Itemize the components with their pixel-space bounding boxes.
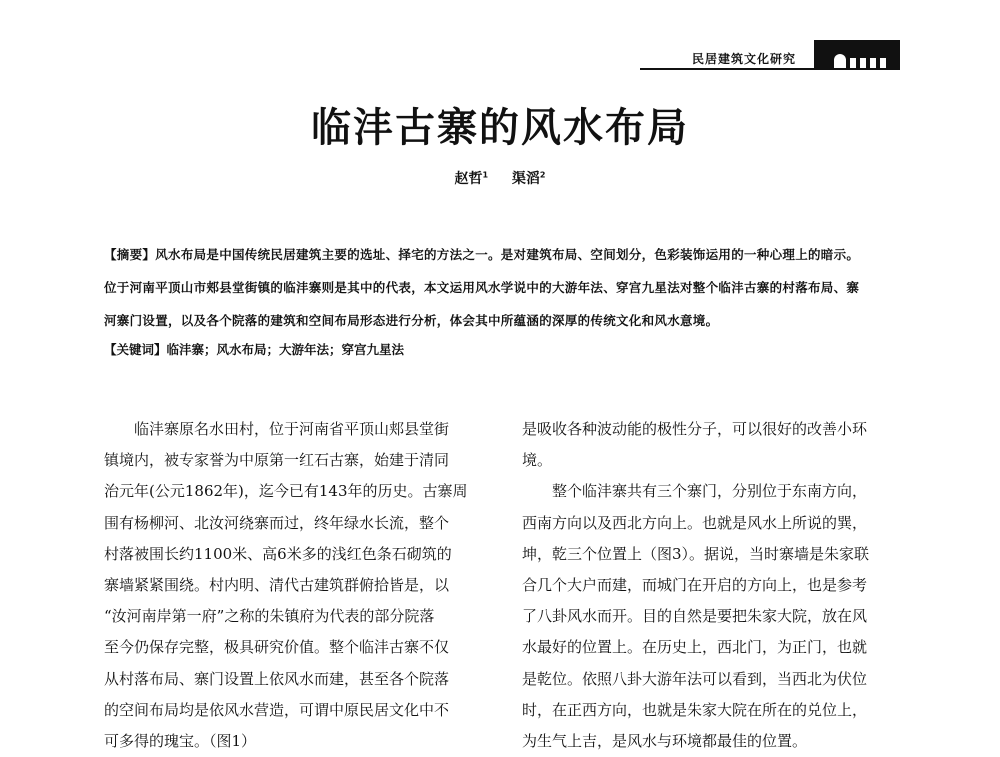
body-line: 坤，乾三个位置上（图3）。据说，当时寨墙是朱家联 (522, 544, 870, 563)
body-column-left (104, 414, 484, 757)
body-line: 是乾位。依照八卦大游年法可以看到，当西北为伏位 (522, 669, 868, 688)
body-line: 境。 (522, 451, 553, 470)
header-rule (640, 68, 900, 70)
body-line: 西南方向以及西北方向上。也就是风水上所说的巽， (522, 513, 868, 532)
body-line: 镇境内，被专家誉为中原第一红石古寨，始建于清同 (104, 451, 450, 470)
author-name: 渠滔 (511, 171, 540, 187)
body-line: 村落被围长约1100米、高6米多的浅红色条石砌筑的 (104, 544, 452, 563)
body-line: 可多得的瑰宝。（图1） (104, 731, 257, 750)
body-line: 时，在正西方向，也就是朱家大院在所在的兑位上， (522, 700, 868, 719)
body-line: 合几个大户而建，而城门在开启的方向上，也是参考 (522, 575, 868, 594)
body-line: 治元年(公元1862年)，迄今已有143年的历史。古寨周 (104, 482, 468, 501)
body-line: 从村落布局、寨门设置上依风水而建，甚至各个院落 (104, 669, 450, 688)
building-logo-icon (814, 40, 900, 70)
body-line: “汝河南岸第一府”之称的朱镇府为代表的部分院落 (104, 607, 435, 626)
paper-title: 临沣古寨的风水布局 (311, 105, 689, 151)
body-line: 临沣寨原名水田村，位于河南省平顶山郏县堂街 (134, 420, 450, 438)
author-affiliation: 1 (482, 170, 489, 180)
abstract-line: 位于河南平顶山市郏县堂街镇的临沣寨则是其中的代表，本文运用风水学说中的大游年法、穿宫九星法对整个临沣古寨的村落布局、寨 (104, 280, 860, 295)
author-line (0, 168, 1000, 188)
author-affiliation: 2 (539, 170, 546, 180)
body-line: 的空间布局均是依风水营造，可谓中原民居文化中不 (104, 700, 450, 719)
body-line: 整个临沣寨共有三个寨门，分别位于东南方向， (552, 482, 868, 501)
abstract-line: 【摘要】风水布局是中国传统民居建筑主要的选址、择宅的方法之一。是对建筑布局、空间划分，色彩装饰运用的一种心理上的暗示。 (104, 247, 860, 262)
keywords: 【关键词】临沣寨；风水布局；大游年法；穿宫九星法 (104, 342, 405, 357)
author-name: 赵哲 (454, 171, 483, 187)
abstract (104, 238, 904, 337)
abstract-line: 河寨门设置，以及各个院落的建筑和空间布局形态进行分析，体会其中所蕴涵的深厚的传统文化和风水意境。 (104, 313, 719, 328)
body-line: 寨墙紧紧围绕。村内明、清代古建筑群俯拾皆是，以 (104, 575, 450, 594)
running-header (640, 40, 900, 70)
body-line: 了八卦风水而开。目的自然是要把朱家大院，放在风 (522, 607, 868, 626)
body-line: 为生气上吉，是风水与环境都最佳的位置。 (522, 731, 808, 750)
body-line: 围有杨柳河、北汝河绕寨而过，终年绿水长流，整个 (104, 513, 450, 532)
body-column-right (522, 414, 902, 757)
body-line: 水最好的位置上。在历史上，西北门，为正门，也就 (522, 638, 868, 657)
body-line: 是吸收各种波动能的极性分子，可以很好的改善小环 (522, 420, 868, 438)
body-line: 至今仍保存完整，极具研究价值。整个临沣古寨不仅 (104, 638, 450, 657)
journal-section-label: 民居建筑文化研究 (691, 52, 796, 66)
